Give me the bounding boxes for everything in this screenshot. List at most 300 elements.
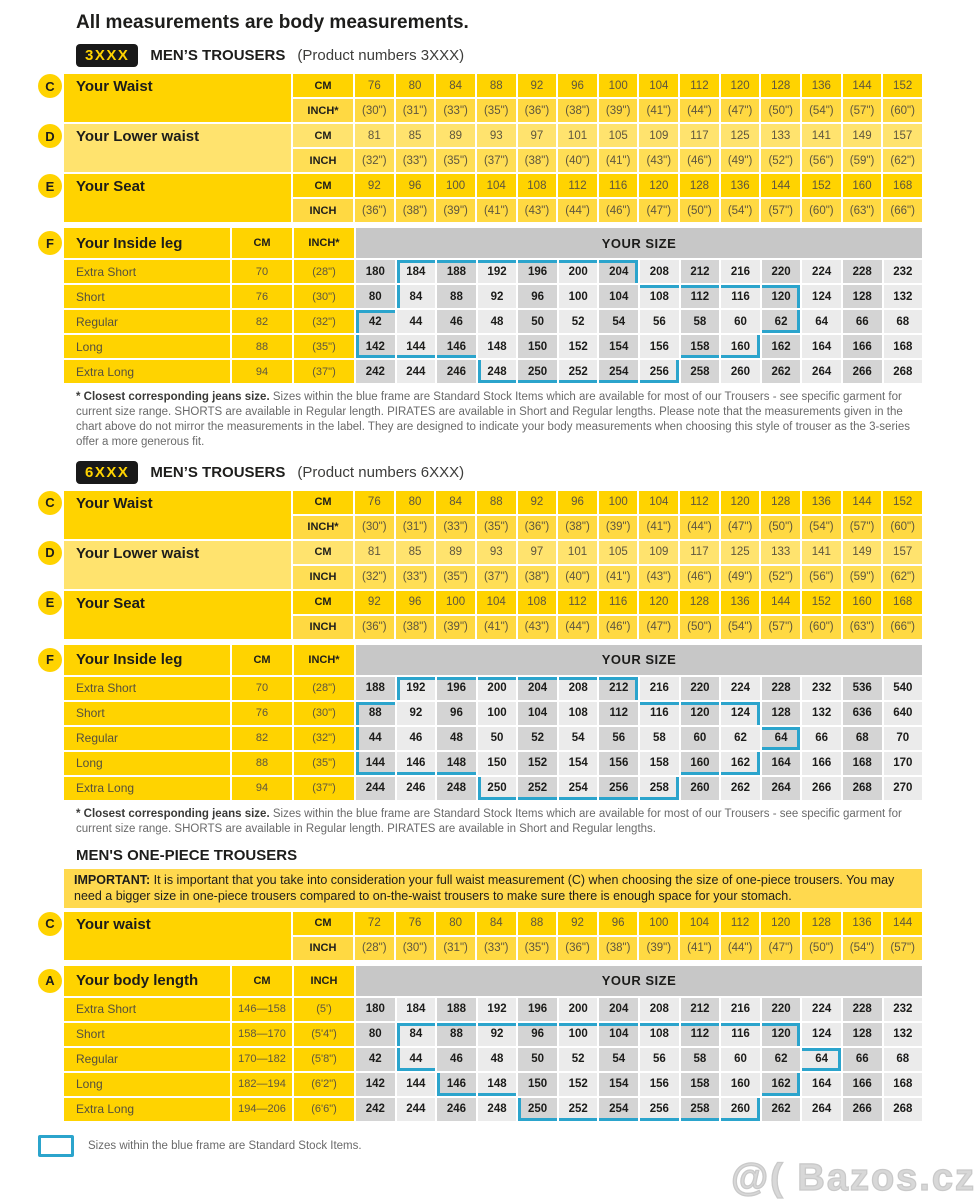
size-row <box>64 335 922 358</box>
measurement-value-cell: (43") <box>639 149 678 172</box>
size-cell: 196 <box>518 998 557 1021</box>
size-cell: 44 <box>356 727 395 750</box>
measurement-value-cell: (54") <box>721 616 760 639</box>
size-cell: 84 <box>397 285 436 308</box>
size-cell: 252 <box>518 777 557 800</box>
size-header-row <box>46 645 922 675</box>
size-cell: 92 <box>478 285 517 308</box>
measurement-value-cell: 96 <box>396 591 435 614</box>
size-cell: 192 <box>397 677 436 700</box>
size-row <box>64 1098 922 1121</box>
measurement-value-cell: 152 <box>883 491 922 514</box>
measurement-value-cell: 108 <box>518 591 557 614</box>
unit-cell: INCH <box>293 199 353 222</box>
measurement-band <box>45 591 922 639</box>
size-cell: 62 <box>721 727 760 750</box>
measurement-value-cell: 93 <box>477 124 516 147</box>
size-row-label: Extra Short <box>64 998 230 1021</box>
size-cell: 262 <box>762 360 801 383</box>
size-cell: 124 <box>721 702 760 725</box>
measurement-value-cell: (41") <box>639 99 678 122</box>
measurement-value-cell: 117 <box>680 124 719 147</box>
measurement-value-cell: 100 <box>436 174 475 197</box>
measurement-value-cell: (57") <box>843 99 882 122</box>
measurement-row <box>293 516 922 539</box>
size-row <box>64 777 922 800</box>
size-cell: 60 <box>721 1048 760 1071</box>
size-cell: 162 <box>721 752 760 775</box>
size-cell: 166 <box>843 335 882 358</box>
size-cell: 66 <box>802 727 841 750</box>
size-row-label: Long <box>64 752 230 775</box>
measurement-value-cell: (39") <box>639 937 678 960</box>
measurement-value-cell: (39") <box>436 199 475 222</box>
measurement-value-cell: (44") <box>680 516 719 539</box>
size-cell: 164 <box>802 335 841 358</box>
measurement-value-cell: 144 <box>843 491 882 514</box>
size-cell: 50 <box>518 1048 557 1071</box>
size-cell: 250 <box>518 1098 557 1121</box>
letter-badge-F: F <box>38 648 62 672</box>
unit-cell: INCH <box>293 149 353 172</box>
measurement-value-cell: (62") <box>883 149 922 172</box>
size-cell: 536 <box>843 677 882 700</box>
size-cell: 220 <box>762 260 801 283</box>
size-cell: 64 <box>762 727 801 750</box>
size-row-label: Extra Long <box>64 1098 230 1121</box>
measurement-value-cell: (32") <box>355 566 394 589</box>
measurement-value-cell: 136 <box>721 591 760 614</box>
size-cell: 250 <box>518 360 557 383</box>
size-cell: 108 <box>640 1023 679 1046</box>
size-cell: 266 <box>843 1098 882 1121</box>
size-cell: 148 <box>437 752 476 775</box>
size-cell: 150 <box>478 752 517 775</box>
measurement-value-cell: (46") <box>599 616 638 639</box>
product-number-badge: 6XXX <box>76 461 138 484</box>
letter-badge-C: C <box>38 74 62 98</box>
cm-column-header: CM <box>232 645 292 675</box>
size-cell: 100 <box>559 285 598 308</box>
measurement-rows <box>293 541 922 589</box>
size-cell: 204 <box>599 998 638 1021</box>
size-row-inch: (5'4") <box>294 1023 354 1046</box>
size-cell: 252 <box>559 1098 598 1121</box>
size-cell: 80 <box>356 285 395 308</box>
measurement-value-cell: (36") <box>355 616 394 639</box>
size-cell: 128 <box>843 285 882 308</box>
size-cell: 636 <box>843 702 882 725</box>
measurement-value-cell: 104 <box>639 74 678 97</box>
measurement-value-cell: 104 <box>477 174 516 197</box>
measurement-value-cell: 76 <box>355 74 394 97</box>
measurement-value-cell: (63") <box>843 199 882 222</box>
size-cell: 50 <box>478 727 517 750</box>
measurement-value-cell: (43") <box>639 566 678 589</box>
size-cell: 58 <box>681 310 720 333</box>
size-cell: 96 <box>437 702 476 725</box>
size-row-label: Long <box>64 1073 230 1096</box>
size-cell: 180 <box>356 998 395 1021</box>
size-row <box>64 677 922 700</box>
measurement-value-cell: 133 <box>761 124 800 147</box>
measurement-value-cell: 128 <box>761 491 800 514</box>
size-row-cm: 88 <box>232 752 292 775</box>
table-title: MEN’S TROUSERS <box>150 463 286 481</box>
size-cell: 150 <box>518 1073 557 1096</box>
size-cell: 188 <box>437 260 476 283</box>
measurement-value-cell: (57") <box>761 199 800 222</box>
size-cell: 132 <box>884 285 923 308</box>
legend-text: Sizes within the blue frame are Standard Stock Items. <box>88 1139 362 1152</box>
size-cell: 162 <box>762 1073 801 1096</box>
measurement-value-cell: 120 <box>639 591 678 614</box>
measurement-value-cell: 112 <box>558 591 597 614</box>
size-cell: 54 <box>559 727 598 750</box>
measurement-row <box>293 566 922 589</box>
size-cell: 200 <box>559 998 598 1021</box>
size-row-label: Long <box>64 335 230 358</box>
size-cell: 246 <box>437 360 476 383</box>
size-row <box>64 1023 922 1046</box>
size-row-cm: 76 <box>232 285 292 308</box>
measurement-row <box>293 937 922 960</box>
measurement-value-cell: (49") <box>721 149 760 172</box>
measurement-value-cell: 88 <box>477 74 516 97</box>
size-cell: 160 <box>721 1073 760 1096</box>
size-row-inch: (32") <box>294 727 354 750</box>
measurement-value-cell: (35") <box>518 937 557 960</box>
measurement-value-cell: 112 <box>721 912 760 935</box>
measurement-value-cell: (57") <box>843 516 882 539</box>
measurement-value-cell: (50") <box>761 516 800 539</box>
size-row <box>64 285 922 308</box>
size-row-cm: 88 <box>232 335 292 358</box>
measurement-rows <box>293 491 922 539</box>
measurement-value-cell: 117 <box>680 541 719 564</box>
measurement-value-cell: 101 <box>558 124 597 147</box>
size-cell: 66 <box>843 310 882 333</box>
measurement-value-cell: (33") <box>396 149 435 172</box>
size-cell: 208 <box>559 677 598 700</box>
size-row-cm: 194—206 <box>232 1098 292 1121</box>
size-cell: 120 <box>762 285 801 308</box>
size-cell: 208 <box>640 998 679 1021</box>
measurement-band <box>45 491 922 539</box>
size-cell: 104 <box>599 1023 638 1046</box>
cm-column-header: CM <box>232 228 292 258</box>
size-cell: 62 <box>762 310 801 333</box>
measurement-value-cell: (38") <box>558 99 597 122</box>
measurement-rows <box>293 124 922 172</box>
table-title: MEN’S TROUSERS <box>150 47 286 64</box>
measurement-value-cell: (32") <box>355 149 394 172</box>
table-title: MEN'S ONE-PIECE TROUSERS <box>76 846 298 864</box>
measurement-value-cell: 128 <box>680 174 719 197</box>
size-cell: 232 <box>884 998 923 1021</box>
measurement-value-cell: 133 <box>761 541 800 564</box>
size-cell: 160 <box>721 335 760 358</box>
size-cell: 144 <box>356 752 395 775</box>
measurement-label: Your waist <box>64 912 291 960</box>
size-cell: 232 <box>884 260 923 283</box>
measurement-value-cell: (31") <box>396 516 435 539</box>
size-cell: 192 <box>478 260 517 283</box>
size-cell: 68 <box>843 727 882 750</box>
measurement-value-cell: (44") <box>558 199 597 222</box>
measurement-value-cell: 144 <box>761 174 800 197</box>
measurement-row <box>293 199 922 222</box>
important-label: IMPORTANT: <box>74 872 151 887</box>
size-cell: 196 <box>518 260 557 283</box>
unit-cell: INCH <box>293 616 353 639</box>
size-row-inch: (35") <box>294 335 354 358</box>
measurement-value-cell: 116 <box>599 591 638 614</box>
size-row-label: Regular <box>64 310 230 333</box>
measurement-rows <box>293 74 922 122</box>
footnote-emphasis: * Closest corresponding jeans size. <box>76 807 270 820</box>
size-row-cm: 94 <box>232 360 292 383</box>
measurement-value-cell: (41") <box>599 566 638 589</box>
size-cell: 212 <box>681 260 720 283</box>
size-cell: 224 <box>721 677 760 700</box>
tables-container <box>45 42 922 1121</box>
size-cell: 184 <box>397 998 436 1021</box>
table-3xxx <box>45 42 922 450</box>
size-cell: 158 <box>640 752 679 775</box>
size-cell: 216 <box>721 998 760 1021</box>
unit-cell: CM <box>293 74 353 97</box>
unit-cell: INCH* <box>293 99 353 122</box>
size-cell: 56 <box>599 727 638 750</box>
size-section-label: Your body length <box>64 966 230 996</box>
size-cell: 50 <box>518 310 557 333</box>
measurement-value-cell: (57") <box>761 616 800 639</box>
measurement-value-cell: 168 <box>883 591 922 614</box>
size-cell: 188 <box>437 998 476 1021</box>
measurement-band <box>45 912 922 960</box>
unit-cell: INCH <box>293 937 353 960</box>
measurement-value-cell: 84 <box>436 74 475 97</box>
letter-badge-F: F <box>38 231 62 255</box>
size-cell: 256 <box>599 777 638 800</box>
size-cell: 260 <box>721 360 760 383</box>
size-cell: 160 <box>681 752 720 775</box>
size-cell: 88 <box>356 702 395 725</box>
measurement-value-cell: 85 <box>396 541 435 564</box>
measurement-band <box>45 124 922 172</box>
size-cell: 152 <box>559 1073 598 1096</box>
measurement-value-cell: 105 <box>599 124 638 147</box>
measurement-value-cell: 141 <box>802 124 841 147</box>
measurement-value-cell: 104 <box>680 912 719 935</box>
size-header-row <box>46 228 922 258</box>
size-cell: 54 <box>599 310 638 333</box>
footnote: * Closest corresponding jeans size. Sizes within the blue frame are Standard Stock Items which are available for most of our Trousers - see specific garment for current size range. SHORTS are available in Regular length. PIRATES are available in Short and Regular lengths. <box>76 807 902 835</box>
size-row-label: Extra Short <box>64 260 230 283</box>
measurement-value-cell: (36") <box>518 99 557 122</box>
size-cell: 62 <box>762 1048 801 1071</box>
measurement-value-cell: 81 <box>355 541 394 564</box>
size-row-cm: 70 <box>232 677 292 700</box>
size-cell: 224 <box>802 998 841 1021</box>
measurement-value-cell: (59") <box>843 149 882 172</box>
measurement-value-cell: (38") <box>558 516 597 539</box>
size-row-inch: (5') <box>294 998 354 1021</box>
measurement-value-cell: (49") <box>721 566 760 589</box>
measurement-value-cell: 104 <box>477 591 516 614</box>
size-cell: 188 <box>356 677 395 700</box>
size-cell: 180 <box>356 260 395 283</box>
size-row-label: Extra Short <box>64 677 230 700</box>
measurement-value-cell: (28") <box>355 937 394 960</box>
size-cell: 220 <box>762 998 801 1021</box>
size-cell: 540 <box>884 677 923 700</box>
measurement-value-cell: (37") <box>477 149 516 172</box>
size-cell: 116 <box>640 702 679 725</box>
size-cell: 48 <box>478 310 517 333</box>
size-cell: 244 <box>397 360 436 383</box>
measurement-value-cell: 104 <box>639 491 678 514</box>
measurement-value-cell: 149 <box>843 124 882 147</box>
size-row <box>64 310 922 333</box>
inch-column-header: INCH* <box>294 645 354 675</box>
measurement-value-cell: (44") <box>680 99 719 122</box>
size-cell: 108 <box>640 285 679 308</box>
size-cell: 128 <box>843 1023 882 1046</box>
measurement-row <box>293 124 922 147</box>
size-cell: 220 <box>681 677 720 700</box>
measurement-value-cell: 88 <box>518 912 557 935</box>
measurement-value-cell: 144 <box>761 591 800 614</box>
measurement-value-cell: (38") <box>396 199 435 222</box>
measurement-value-cell: (44") <box>721 937 760 960</box>
measurement-value-cell: (36") <box>355 199 394 222</box>
measurement-row <box>293 149 922 172</box>
measurement-value-cell: (41") <box>639 516 678 539</box>
size-cell: 46 <box>437 1048 476 1071</box>
measurement-value-cell: (35") <box>477 99 516 122</box>
size-cell: 246 <box>397 777 436 800</box>
measurement-value-cell: 116 <box>599 174 638 197</box>
measurement-value-cell: 92 <box>518 74 557 97</box>
size-row-cm: 76 <box>232 702 292 725</box>
measurement-value-cell: (41") <box>477 199 516 222</box>
size-cell: 42 <box>356 1048 395 1071</box>
measurement-value-cell: (47") <box>639 616 678 639</box>
size-cell: 146 <box>397 752 436 775</box>
size-cell: 46 <box>437 310 476 333</box>
measurement-value-cell: (35") <box>436 149 475 172</box>
measurement-value-cell: (54") <box>721 199 760 222</box>
size-cell: 252 <box>559 360 598 383</box>
letter-badge-C: C <box>38 912 62 936</box>
measurement-value-cell: 128 <box>761 74 800 97</box>
size-section-label: Your Inside leg <box>64 228 230 258</box>
measurement-value-cell: 152 <box>802 174 841 197</box>
size-row-inch: (32") <box>294 310 354 333</box>
measurement-value-cell: (46") <box>680 149 719 172</box>
size-cell: 258 <box>681 360 720 383</box>
measurement-value-cell: 152 <box>883 74 922 97</box>
measurement-row <box>293 591 922 614</box>
measurement-value-cell: 97 <box>518 541 557 564</box>
size-cell: 264 <box>802 360 841 383</box>
measurement-value-cell: (66") <box>883 616 922 639</box>
measurement-value-cell: 128 <box>802 912 841 935</box>
measurement-value-cell: 141 <box>802 541 841 564</box>
measurement-value-cell: 105 <box>599 541 638 564</box>
measurement-value-cell: 149 <box>843 541 882 564</box>
measurement-value-cell: 112 <box>680 491 719 514</box>
measurement-value-cell: 128 <box>680 591 719 614</box>
measurement-value-cell: 125 <box>721 541 760 564</box>
measurement-value-cell: (31") <box>436 937 475 960</box>
size-cell: 168 <box>884 1073 923 1096</box>
size-cell: 266 <box>802 777 841 800</box>
size-cell: 246 <box>437 1098 476 1121</box>
measurement-value-cell: 76 <box>396 912 435 935</box>
size-cell: 156 <box>640 1073 679 1096</box>
measurement-value-cell: (33") <box>436 516 475 539</box>
measurement-row <box>293 541 922 564</box>
content-column <box>45 12 922 1157</box>
size-cell: 100 <box>478 702 517 725</box>
size-cell: 256 <box>640 1098 679 1121</box>
size-cell: 142 <box>356 1073 395 1096</box>
measurement-value-cell: (54") <box>843 937 882 960</box>
measurement-value-cell: (40") <box>558 566 597 589</box>
size-cell: 260 <box>721 1098 760 1121</box>
measurement-value-cell: 89 <box>436 124 475 147</box>
measurement-value-cell: (47") <box>639 199 678 222</box>
size-cell: 104 <box>599 285 638 308</box>
size-cell: 144 <box>397 335 436 358</box>
measurement-value-cell: (59") <box>843 566 882 589</box>
size-row <box>64 360 922 383</box>
size-cell: 204 <box>599 260 638 283</box>
measurement-value-cell: (66") <box>883 199 922 222</box>
measurement-value-cell: (35") <box>477 516 516 539</box>
size-cell: 254 <box>559 777 598 800</box>
size-row-label: Regular <box>64 1048 230 1071</box>
measurement-value-cell: 80 <box>436 912 475 935</box>
measurement-row <box>293 491 922 514</box>
unit-cell: INCH <box>293 566 353 589</box>
size-cell: 212 <box>599 677 638 700</box>
measurement-label: Your Seat <box>64 591 291 639</box>
size-cell: 142 <box>356 335 395 358</box>
measurement-row <box>293 74 922 97</box>
size-row <box>64 752 922 775</box>
size-cell: 208 <box>640 260 679 283</box>
size-row <box>64 1073 922 1096</box>
size-cell: 70 <box>884 727 923 750</box>
measurement-value-cell: 96 <box>558 491 597 514</box>
measurement-value-cell: (38") <box>599 937 638 960</box>
size-row-inch: (6'6") <box>294 1098 354 1121</box>
measurement-value-cell: 136 <box>802 491 841 514</box>
size-cell: 88 <box>437 1023 476 1046</box>
measurement-value-cell: 144 <box>883 912 922 935</box>
measurement-value-cell: 80 <box>396 491 435 514</box>
size-cell: 262 <box>762 1098 801 1121</box>
size-cell: 200 <box>478 677 517 700</box>
measurement-label: Your Seat <box>64 174 291 222</box>
size-cell: 152 <box>518 752 557 775</box>
measurement-value-cell: (47") <box>721 99 760 122</box>
size-cell: 244 <box>397 1098 436 1121</box>
